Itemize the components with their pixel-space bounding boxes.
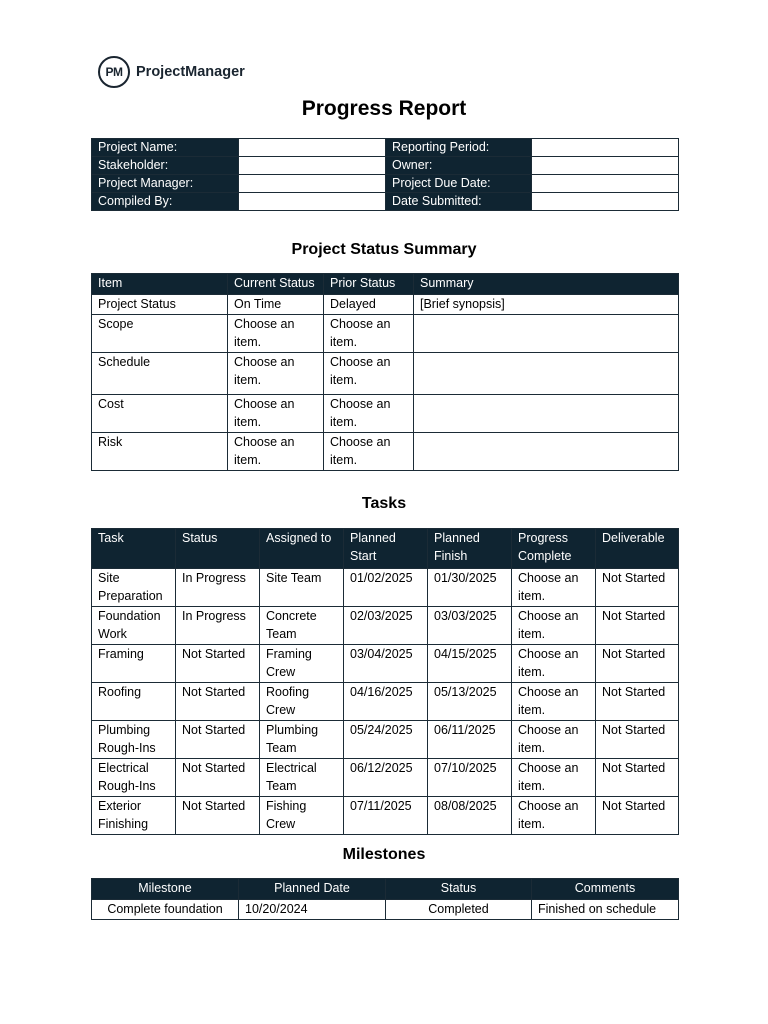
table-row: [92, 294, 679, 315]
status-summary-header-cell: Summary: [414, 274, 679, 295]
field-value[interactable]: [239, 175, 386, 193]
field-value[interactable]: [239, 139, 386, 157]
table-cell: Delayed: [324, 294, 414, 315]
table-row: [92, 395, 679, 433]
table-cell[interactable]: Choose an item.: [324, 353, 414, 395]
table-cell: Not Started: [176, 797, 260, 835]
table-cell[interactable]: Choose an item.: [228, 395, 324, 433]
table-cell: 02/03/2025: [344, 607, 428, 645]
table-cell: Not Started: [596, 797, 679, 835]
milestones-header-cell: Status: [386, 879, 532, 900]
table-cell: 07/10/2025: [428, 759, 512, 797]
table-cell[interactable]: Choose an item.: [512, 759, 596, 797]
table-cell[interactable]: Choose an item.: [228, 353, 324, 395]
table-cell: [414, 315, 679, 353]
table-cell: Plumbing Rough-Ins: [92, 721, 176, 759]
table-cell: Scope: [92, 315, 228, 353]
status-summary-header-cell: Current Status: [228, 274, 324, 295]
table-row: [92, 683, 679, 721]
project-info-row: [92, 157, 679, 175]
project-manager-logo: [98, 56, 245, 88]
table-cell: [414, 353, 679, 395]
tasks-title: Tasks: [361, 495, 407, 512]
table-cell: Complete foundation: [92, 899, 239, 920]
table-row: [92, 315, 679, 353]
table-cell: 01/30/2025: [428, 569, 512, 607]
project-info-row: [92, 193, 679, 211]
milestones-table: [91, 878, 679, 920]
tasks-header-cell: Planned Start: [344, 529, 428, 569]
status-summary-table: [91, 273, 679, 471]
table-row: [92, 797, 679, 835]
tasks-header-row: [92, 529, 679, 569]
tasks-header-cell: Task: [92, 529, 176, 569]
table-cell: Completed: [386, 899, 532, 920]
table-cell: 10/20/2024: [239, 899, 386, 920]
table-cell: Project Status: [92, 294, 228, 315]
table-cell: Not Started: [176, 645, 260, 683]
tasks-body: [92, 569, 679, 835]
table-cell: Site Team: [260, 569, 344, 607]
table-cell: Electrical Team: [260, 759, 344, 797]
table-cell: On Time: [228, 294, 324, 315]
table-cell: Framing: [92, 645, 176, 683]
table-cell[interactable]: Choose an item.: [512, 645, 596, 683]
table-cell: Electrical Rough-Ins: [92, 759, 176, 797]
table-cell[interactable]: Choose an item.: [512, 607, 596, 645]
table-cell: Exterior Finishing: [92, 797, 176, 835]
tasks-header-cell: Status: [176, 529, 260, 569]
table-cell: Not Started: [176, 683, 260, 721]
table-cell: Foundation Work: [92, 607, 176, 645]
milestones-title: Milestones: [342, 846, 426, 863]
table-cell[interactable]: Choose an item.: [512, 569, 596, 607]
field-label: Reporting Period:: [386, 139, 532, 157]
table-cell: Not Started: [596, 645, 679, 683]
table-cell: Not Started: [176, 759, 260, 797]
milestones-header-cell: Comments: [532, 879, 679, 900]
project-info-row: [92, 175, 679, 193]
table-row: [92, 569, 679, 607]
table-cell: Not Started: [596, 759, 679, 797]
table-cell[interactable]: Choose an item.: [324, 395, 414, 433]
table-cell: [414, 433, 679, 471]
table-cell[interactable]: Choose an item.: [228, 315, 324, 353]
field-value[interactable]: [532, 139, 679, 157]
milestones-body: [92, 899, 679, 920]
field-label: Owner:: [386, 157, 532, 175]
field-value[interactable]: [532, 193, 679, 211]
table-cell: 03/04/2025: [344, 645, 428, 683]
tasks-header-cell: Planned Finish: [428, 529, 512, 569]
table-row: [92, 433, 679, 471]
table-row: [92, 607, 679, 645]
table-cell[interactable]: Choose an item.: [228, 433, 324, 471]
table-cell: In Progress: [176, 569, 260, 607]
table-row: [92, 645, 679, 683]
table-cell: Finished on schedule: [532, 899, 679, 920]
field-value[interactable]: [239, 193, 386, 211]
table-cell: 03/03/2025: [428, 607, 512, 645]
table-cell: Risk: [92, 433, 228, 471]
table-cell: Cost: [92, 395, 228, 433]
table-row: [92, 353, 679, 395]
status-summary-body: [92, 294, 679, 471]
field-value[interactable]: [239, 157, 386, 175]
table-cell: 08/08/2025: [428, 797, 512, 835]
milestones-header-row: [92, 879, 679, 900]
table-cell: Not Started: [596, 607, 679, 645]
milestones-header-cell: Planned Date: [239, 879, 386, 900]
table-cell[interactable]: Choose an item.: [324, 433, 414, 471]
table-row: [92, 759, 679, 797]
table-cell: Site Preparation: [92, 569, 176, 607]
project-info-table: [91, 138, 679, 211]
table-cell: 04/16/2025: [344, 683, 428, 721]
status-summary-title: Project Status Summary: [291, 241, 477, 258]
table-cell: 04/15/2025: [428, 645, 512, 683]
table-row: [92, 721, 679, 759]
table-cell: [Brief synopsis]: [414, 294, 679, 315]
table-cell: Fishing Crew: [260, 797, 344, 835]
field-label: Date Submitted:: [386, 193, 532, 211]
table-row: [92, 899, 679, 920]
project-info-row: [92, 139, 679, 157]
project-info-body: [92, 139, 679, 211]
table-cell: In Progress: [176, 607, 260, 645]
field-label: Compiled By:: [92, 193, 239, 211]
table-cell: Schedule: [92, 353, 228, 395]
table-cell: 06/11/2025: [428, 721, 512, 759]
table-cell: 01/02/2025: [344, 569, 428, 607]
field-label: Project Name:: [92, 139, 239, 157]
table-cell: Not Started: [176, 721, 260, 759]
field-value[interactable]: [532, 175, 679, 193]
field-label: Project Manager:: [92, 175, 239, 193]
table-cell: 05/13/2025: [428, 683, 512, 721]
milestones-header-cell: Milestone: [92, 879, 239, 900]
table-cell: Concrete Team: [260, 607, 344, 645]
table-cell: Not Started: [596, 569, 679, 607]
table-cell: Roofing Crew: [260, 683, 344, 721]
table-cell: Framing Crew: [260, 645, 344, 683]
table-cell[interactable]: Choose an item.: [512, 683, 596, 721]
field-label: Stakeholder:: [92, 157, 239, 175]
table-cell: Plumbing Team: [260, 721, 344, 759]
table-cell: Not Started: [596, 721, 679, 759]
table-cell[interactable]: Choose an item.: [512, 721, 596, 759]
table-cell[interactable]: Choose an item.: [512, 797, 596, 835]
page-title: Progress Report: [301, 97, 467, 120]
tasks-table: [91, 528, 679, 835]
field-label: Project Due Date:: [386, 175, 532, 193]
table-cell: 06/12/2025: [344, 759, 428, 797]
status-summary-header-row: [92, 274, 679, 295]
tasks-header-cell: Deliverable: [596, 529, 679, 569]
table-cell: 07/11/2025: [344, 797, 428, 835]
table-cell[interactable]: Choose an item.: [324, 315, 414, 353]
table-cell: Not Started: [596, 683, 679, 721]
tasks-header-cell: Progress Complete: [512, 529, 596, 569]
table-cell: [414, 395, 679, 433]
status-summary-header-cell: Prior Status: [324, 274, 414, 295]
tasks-header-cell: Assigned to: [260, 529, 344, 569]
field-value[interactable]: [532, 157, 679, 175]
logo-wordmark: ProjectManager: [136, 64, 245, 80]
table-cell: 05/24/2025: [344, 721, 428, 759]
pm-logo-icon: PM: [98, 56, 130, 88]
table-cell: Roofing: [92, 683, 176, 721]
status-summary-header-cell: Item: [92, 274, 228, 295]
